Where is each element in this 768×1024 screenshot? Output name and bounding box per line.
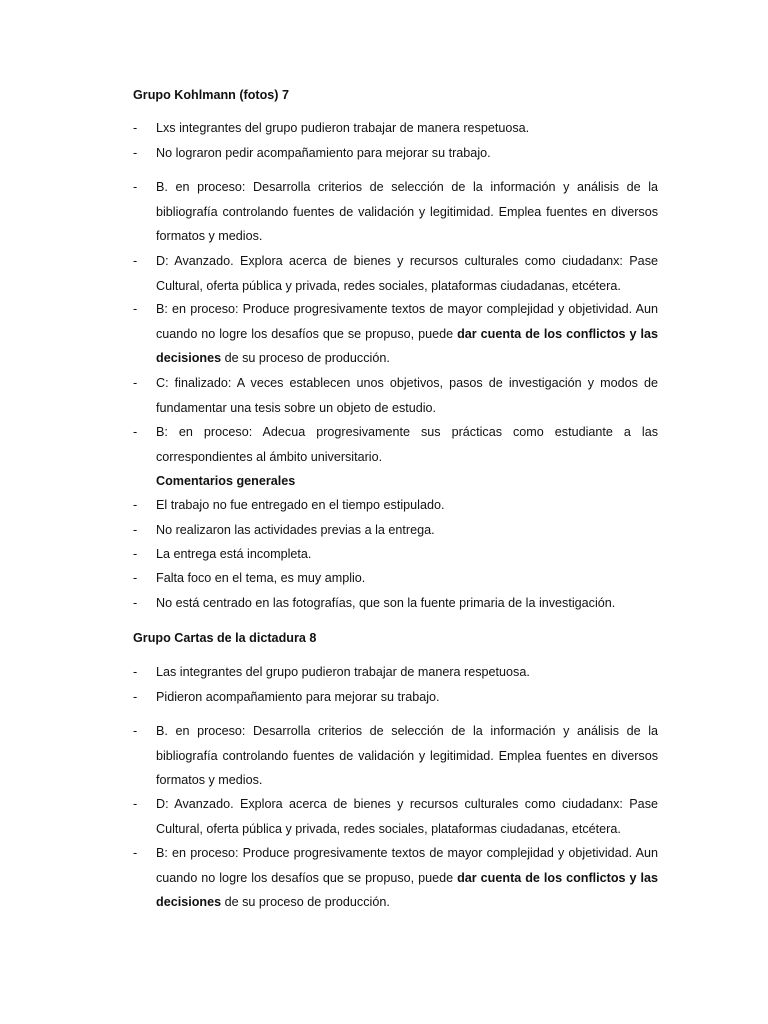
criterion-item: - B: en proceso: Produce progresivamente textos de mayor complejidad y objetividad. Aun cuando no logre los desafíos que se propuso, puede dar cuenta de los conflictos y las decisiones de su proceso de producción. bbox=[133, 846, 658, 909]
comment-item: - No realizaron las actividades previas a la entrega. bbox=[133, 523, 435, 537]
comment-item: - La entrega está incompleta. bbox=[133, 547, 312, 561]
criterion-item: - B: en proceso: Produce progresivamente textos de mayor complejidad y objetividad. Aun cuando no logre los desafíos que se propuso, puede dar cuenta de los conflictos y las decisiones de su proceso de producción. bbox=[133, 302, 658, 365]
group-title: Grupo Cartas de la dictadura 8 bbox=[133, 631, 317, 645]
criterion-item: - D: Avanzado. Explora acerca de bienes y recursos culturales como ciudadanx: Pase Cultural, oferta pública y privada, redes sociales, plataformas ciudadanas, etcétera. bbox=[133, 254, 658, 293]
criterion-item: - D: Avanzado. Explora acerca de bienes y recursos culturales como ciudadanx: Pase Cultural, oferta pública y privada, redes sociales, plataformas ciudadanas, etcétera. bbox=[133, 797, 658, 836]
criterion-item: - C: finalizado: A veces establecen unos objetivos, pasos de investigación y modos de fundamentar una tesis sobre un objeto de estudio. bbox=[133, 376, 658, 415]
criterion-item: - B. en proceso: Desarrolla criterios de selección de la información y análisis de la bibliografía controlando fuentes de validación y legitimidad. Emplea fuentes en diversos formatos y medios. bbox=[133, 724, 658, 787]
comment-item: - El trabajo no fue entregado en el tiempo estipulado. bbox=[133, 498, 445, 512]
list-item: - Pidieron acompañamiento para mejorar su trabajo. bbox=[133, 690, 440, 704]
comments-heading: Comentarios generales bbox=[156, 474, 296, 488]
criterion-item: - B: en proceso: Adecua progresivamente sus prácticas como estudiante a las correspondientes al ámbito universitario. bbox=[133, 425, 658, 464]
comment-item: - No está centrado en las fotografías, que son la fuente primaria de la investigación. bbox=[133, 596, 616, 610]
comment-item: - Falta foco en el tema, es muy amplio. bbox=[133, 571, 366, 585]
group-title: Grupo Kohlmann (fotos) 7 bbox=[133, 88, 290, 102]
list-item: - Lxs integrantes del grupo pudieron trabajar de manera respetuosa. bbox=[133, 121, 530, 135]
list-item: - Las integrantes del grupo pudieron trabajar de manera respetuosa. bbox=[133, 665, 530, 679]
list-item: - No lograron pedir acompañamiento para mejorar su trabajo. bbox=[133, 146, 491, 160]
criterion-item: - B. en proceso: Desarrolla criterios de selección de la información y análisis de la bibliografía controlando fuentes de validación y legitimidad. Emplea fuentes en diversos formatos y medios. bbox=[133, 180, 658, 243]
